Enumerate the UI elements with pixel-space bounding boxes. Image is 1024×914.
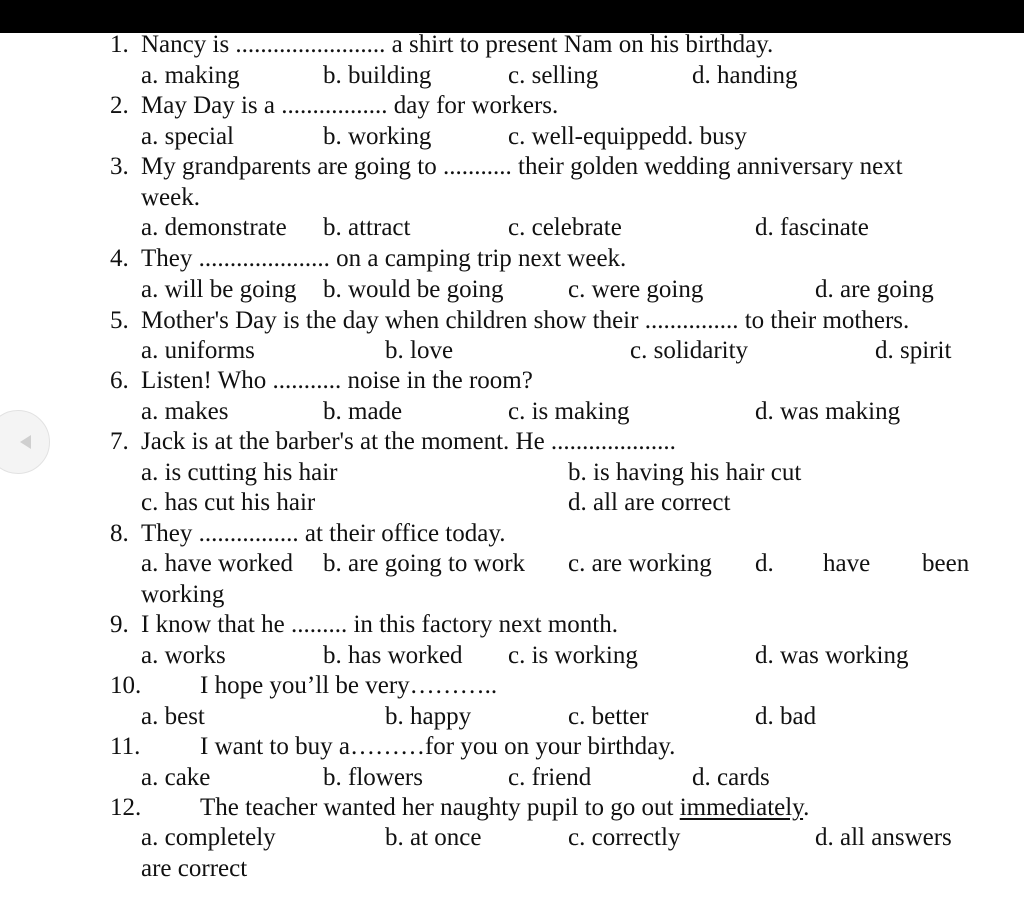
option-d: d. spirit (875, 337, 952, 364)
option-a: a. have worked (141, 550, 294, 577)
question-text: Nancy is ........................ a shirt to present Nam on his birthday. (141, 31, 774, 58)
back-button[interactable] (0, 410, 50, 474)
question-number: 9. (110, 611, 129, 638)
option-b: b. building (323, 62, 432, 89)
option-b: b. at once (385, 824, 482, 851)
question-number: 4. (110, 245, 129, 272)
option-d: d. all answers (815, 824, 952, 851)
question-text: They ..................... on a camping trip next week. (141, 245, 627, 272)
option-c: c. are working (568, 550, 712, 577)
question-text-part: . (803, 794, 810, 821)
underlined-word: immediately (679, 794, 804, 821)
question-number: 11. (110, 733, 141, 760)
question-number: 7. (110, 428, 129, 455)
option-b: b. is having his hair cut (568, 459, 802, 486)
question-text: I know that he ......... in this factory next month. (141, 611, 619, 638)
option-c: c. is making (508, 398, 630, 425)
question-text: My grandparents are going to ........... their golden wedding anniversary next (141, 153, 903, 180)
option-a: a. is cutting his hair (141, 459, 338, 486)
option-d: d. all are correct (568, 489, 731, 516)
option-c: c. solidarity (630, 337, 749, 364)
question-text-part: The teacher wanted her naughty pupil to go out (200, 794, 680, 821)
option-b: b. are going to work (323, 550, 526, 577)
option-a: a. making (141, 62, 240, 89)
question-number: 10. (110, 672, 142, 699)
option-b: b. love (385, 337, 454, 364)
option-d: d. handing (692, 62, 798, 89)
option-d-word: working (141, 581, 225, 608)
option-b: b. has worked (323, 642, 463, 669)
option-a: a. will be going (141, 276, 297, 303)
option-a: a. demonstrate (141, 214, 287, 241)
question-number: 2. (110, 92, 129, 119)
option-d-word: have (823, 550, 871, 577)
question-number: 6. (110, 367, 129, 394)
option-c-d: c. well-equippedd. busy (508, 123, 747, 150)
option-c: c. has cut his hair (141, 489, 316, 516)
option-a: a. works (141, 642, 226, 669)
option-d: d. bad (755, 703, 817, 730)
option-c: c. selling (508, 62, 599, 89)
option-b: b. would be going (323, 276, 504, 303)
option-d: d. are going (815, 276, 934, 303)
option-b: b. flowers (323, 764, 423, 791)
option-b: b. happy (385, 703, 472, 730)
option-d: d. (755, 550, 774, 577)
question-text: I hope you’ll be very……….. (200, 672, 498, 699)
question-text: May Day is a ................. day for workers. (141, 92, 559, 119)
option-d-continued: are correct (141, 855, 248, 882)
option-d: d. fascinate (755, 214, 869, 241)
question-text: week. (141, 184, 200, 211)
option-c: c. better (568, 703, 649, 730)
option-c: c. celebrate (508, 214, 622, 241)
option-c: c. friend (508, 764, 592, 791)
question-text: I want to buy a………for you on your birthday. (200, 733, 676, 760)
option-b: b. attract (323, 214, 411, 241)
question-text: Mother's Day is the day when children show their ............... to their mothers. (141, 307, 910, 334)
question-number: 3. (110, 153, 129, 180)
option-a: a. completely (141, 824, 276, 851)
question-text: Jack is at the barber's at the moment. He .................... (141, 428, 676, 455)
option-c: c. is working (508, 642, 638, 669)
question-number: 1. (110, 31, 129, 58)
question-text: Listen! Who ........... noise in the room? (141, 367, 533, 394)
option-a: a. makes (141, 398, 229, 425)
option-a: a. best (141, 703, 205, 730)
option-c: c. correctly (568, 824, 681, 851)
option-a: a. special (141, 123, 235, 150)
option-a: a. cake (141, 764, 211, 791)
question-number: 5. (110, 307, 129, 334)
question-text: They ................ at their office today. (141, 520, 506, 547)
chevron-left-icon (17, 433, 33, 451)
option-d: d. was making (755, 398, 901, 425)
question-text (200, 793, 809, 823)
question-number: 8. (110, 520, 129, 547)
option-b: b. working (323, 123, 432, 150)
option-d-word: been (922, 550, 970, 577)
top-black-bar (0, 0, 1024, 33)
option-d: d. was working (755, 642, 909, 669)
question-number: 12. (110, 794, 142, 821)
option-a: a. uniforms (141, 337, 255, 364)
option-d: d. cards (692, 764, 770, 791)
option-b: b. made (323, 398, 403, 425)
option-c: c. were going (568, 276, 704, 303)
